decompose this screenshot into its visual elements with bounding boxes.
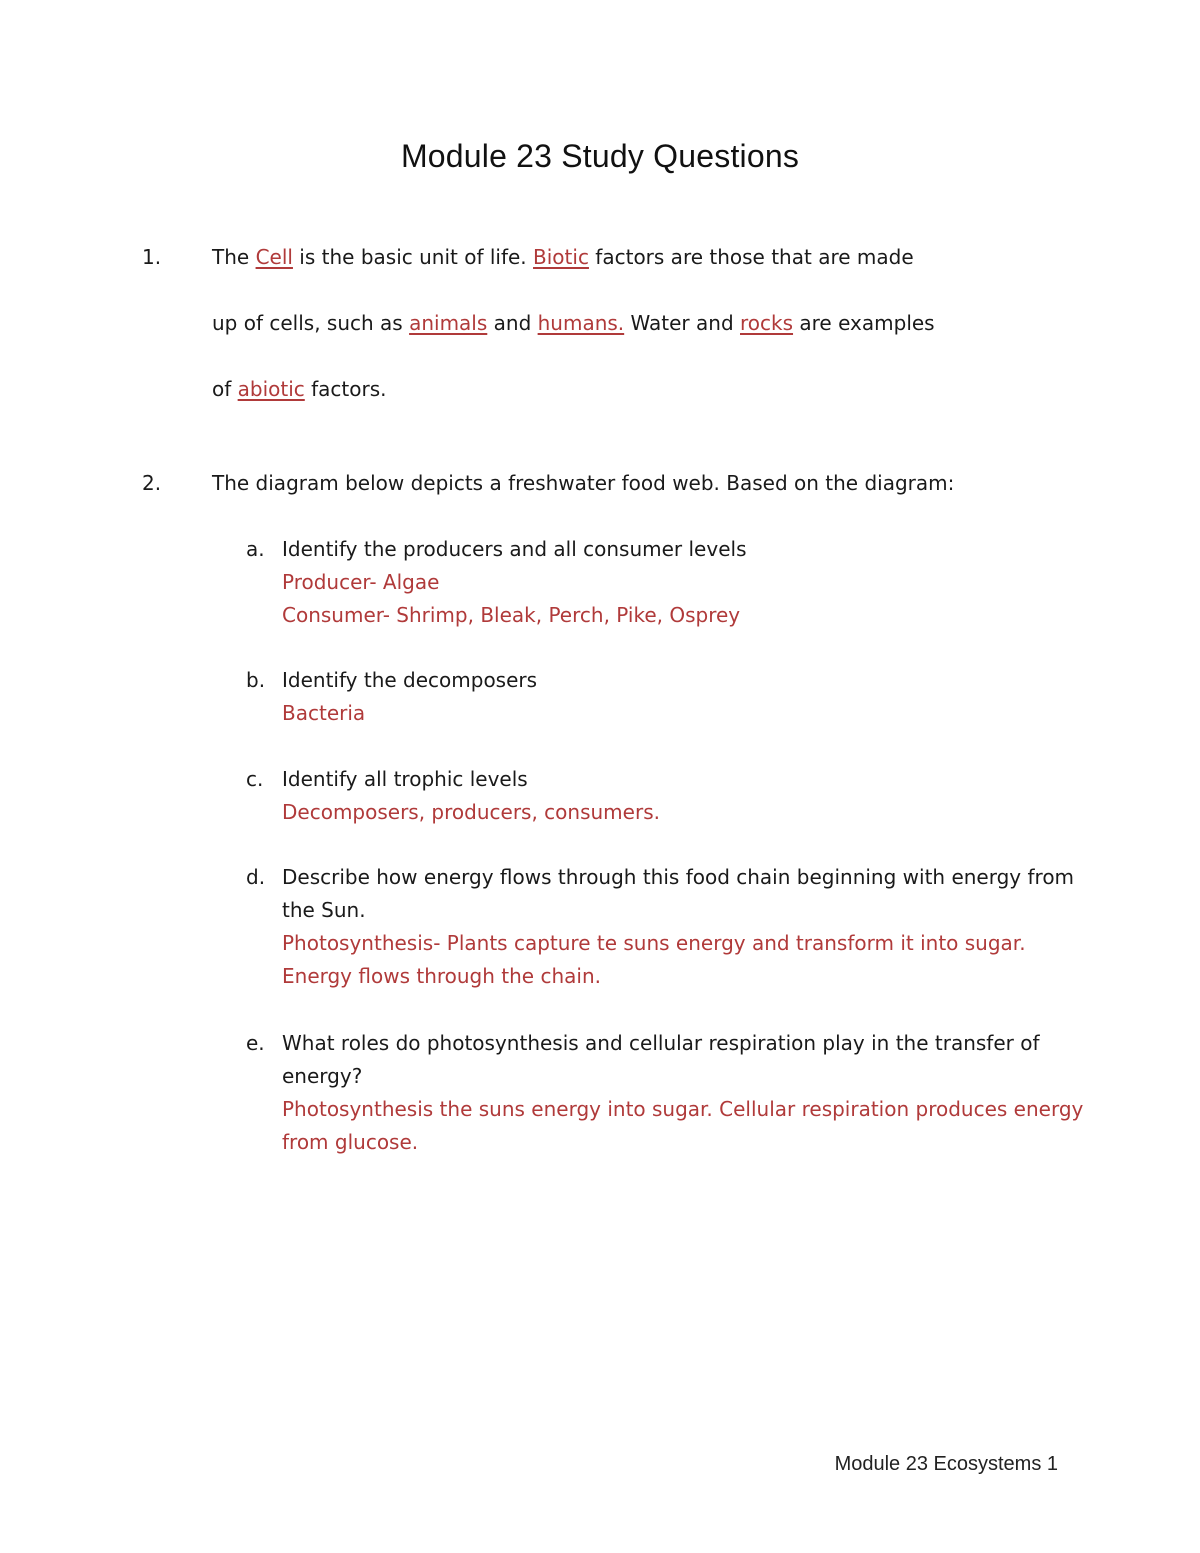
- q1-text: up of cells, such as: [212, 311, 410, 335]
- part-a-letter: a.: [246, 537, 265, 561]
- q1-text: Water and: [624, 311, 740, 335]
- q1-text: and: [487, 311, 538, 335]
- q1-text: of: [212, 377, 238, 401]
- answer-rocks: rocks: [740, 311, 794, 335]
- part-e-answer-line-2: from glucose.: [282, 1130, 419, 1154]
- question-2-number: 2.: [142, 471, 162, 495]
- part-e-question-line-2: energy?: [282, 1064, 363, 1088]
- question-2-text: The diagram below depicts a freshwater food web. Based on the diagram:: [212, 471, 955, 495]
- answer-cell: Cell: [255, 245, 293, 269]
- part-a-answer-line-2: Consumer- Shrimp, Bleak, Perch, Pike, Osprey: [282, 603, 741, 627]
- answer-humans: humans.: [537, 311, 625, 335]
- question-1-line-3: [212, 375, 387, 403]
- part-e-letter: e.: [246, 1031, 265, 1055]
- question-1-line-1: [212, 243, 914, 271]
- part-e-question-line-1: What roles do photosynthesis and cellular respiration play in the transfer of: [282, 1031, 1040, 1055]
- question-1-line-2: [212, 309, 935, 337]
- part-d-question-line-1: Describe how energy flows through this food chain beginning with energy from: [282, 865, 1075, 889]
- part-a-question: Identify the producers and all consumer levels: [282, 537, 747, 561]
- part-c-answer: Decomposers, producers, consumers.: [282, 800, 660, 824]
- answer-biotic: Biotic: [533, 245, 589, 269]
- part-d-answer-line-2: Energy flows through the chain.: [282, 964, 601, 988]
- part-a-answer-line-1: Producer- Algae: [282, 570, 440, 594]
- part-c-question: Identify all trophic levels: [282, 767, 528, 791]
- page-footer: Module 23 Ecosystems 1: [834, 1453, 1058, 1475]
- answer-animals: animals: [409, 311, 488, 335]
- part-e-answer-line-1: Photosynthesis the suns energy into sugar. Cellular respiration produces energy: [282, 1097, 1084, 1121]
- page-title: Module 23 Study Questions: [400, 138, 800, 174]
- part-d-letter: d.: [246, 865, 266, 889]
- q1-text: factors.: [304, 377, 387, 401]
- answer-abiotic: abiotic: [237, 377, 305, 401]
- part-d-answer-line-1: Photosynthesis- Plants capture te suns energy and transform it into sugar.: [282, 931, 1026, 955]
- question-1-number: 1.: [142, 245, 162, 269]
- q1-text: The: [212, 245, 256, 269]
- part-c-letter: c.: [246, 767, 264, 791]
- part-b-answer: Bacteria: [282, 701, 366, 725]
- part-d-question-line-2: the Sun.: [282, 898, 366, 922]
- part-b-question: Identify the decomposers: [282, 668, 538, 692]
- q1-text: are examples: [793, 311, 935, 335]
- part-b-letter: b.: [246, 668, 266, 692]
- q1-text: is the basic unit of life.: [292, 245, 534, 269]
- q1-text: factors are those that are made: [588, 245, 914, 269]
